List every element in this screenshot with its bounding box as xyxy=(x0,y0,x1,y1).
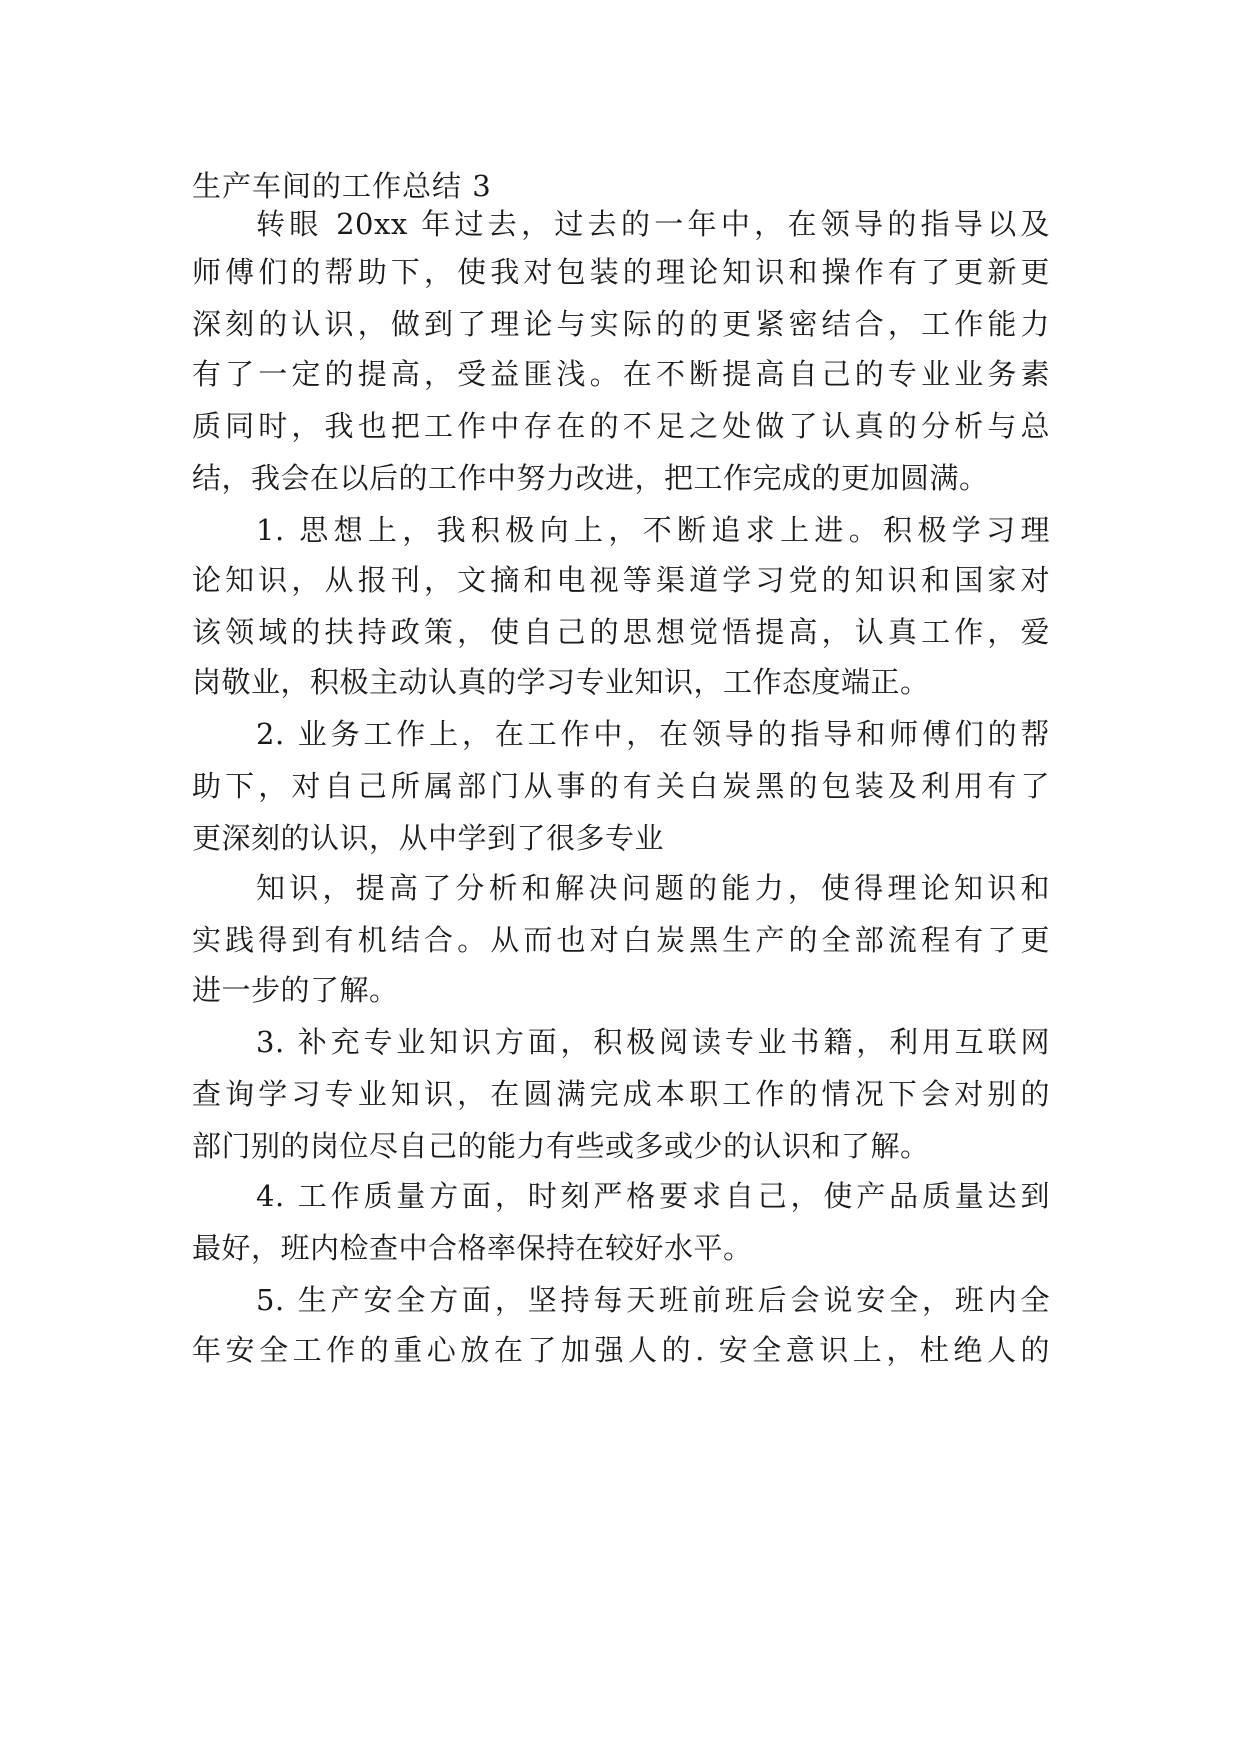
paragraph-line: 有了一定的提高，受益匪浅。在不断提高自己的专业业务素 xyxy=(192,357,1050,391)
paragraph-line: 更深刻的认识，从中学到了很多专业 xyxy=(192,821,665,855)
paragraph-line: 岗敬业，积极主动认真的学习专业知识，工作态度端正。 xyxy=(192,665,930,699)
paragraph-line: 最好，班内检查中合格率保持在较好水平。 xyxy=(192,1231,753,1265)
paragraph-line: 助下，对自己所属部门从事的有关白炭黑的包装及利用有了 xyxy=(192,769,1050,803)
paragraph-line: 深刻的认识，做到了理论与实际的的更紧密结合，工作能力 xyxy=(192,307,1050,341)
paragraph-line: 查询学习专业知识，在圆满完成本职工作的情况下会对别的 xyxy=(192,1077,1050,1111)
paragraph-line: 3. 补充专业知识方面，积极阅读专业书籍，利用互联网 xyxy=(256,1025,1050,1059)
paragraph-line: 质同时，我也把工作中存在的不足之处做了认真的分析与总 xyxy=(192,409,1050,443)
paragraph-line: 1. 思想上，我积极向上，不断追求上进。积极学习理 xyxy=(256,513,1050,547)
paragraph-line: 4. 工作质量方面，时刻严格要求自己，使产品质量达到 xyxy=(256,1179,1050,1213)
paragraph-line: 进一步的了解。 xyxy=(192,973,399,1007)
paragraph-line: 年安全工作的重心放在了加强人的. 安全意识上，杜绝人的 xyxy=(192,1333,1050,1367)
paragraph-line: 师傅们的帮助下，使我对包装的理论知识和操作有了更新更 xyxy=(192,255,1050,289)
paragraph-line: 实践得到有机结合。从而也对白炭黑生产的全部流程有了更 xyxy=(192,923,1050,957)
paragraph-line: 5. 生产安全方面，坚持每天班前班后会说安全，班内全 xyxy=(256,1283,1050,1317)
paragraph-line: 结，我会在以后的工作中努力改进，把工作完成的更加圆满。 xyxy=(192,461,989,495)
paragraph-line: 论知识，从报刊，文摘和电视等渠道学习党的知识和国家对 xyxy=(192,563,1050,597)
paragraph-line: 该领域的扶持政策，使自己的思想觉悟提高，认真工作，爱 xyxy=(192,615,1050,649)
document-title: 生产车间的工作总结 3 xyxy=(192,169,492,203)
paragraph-line: 转眼 20xx 年过去，过去的一年中，在领导的指导以及 xyxy=(256,207,1050,241)
paragraph-line: 知识，提高了分析和解决问题的能力，使得理论知识和 xyxy=(256,871,1050,905)
paragraph-line: 2. 业务工作上，在工作中，在领导的指导和师傅们的帮 xyxy=(256,717,1050,751)
paragraph-line: 部门别的岗位尽自己的能力有些或多或少的认识和了解。 xyxy=(192,1129,930,1163)
